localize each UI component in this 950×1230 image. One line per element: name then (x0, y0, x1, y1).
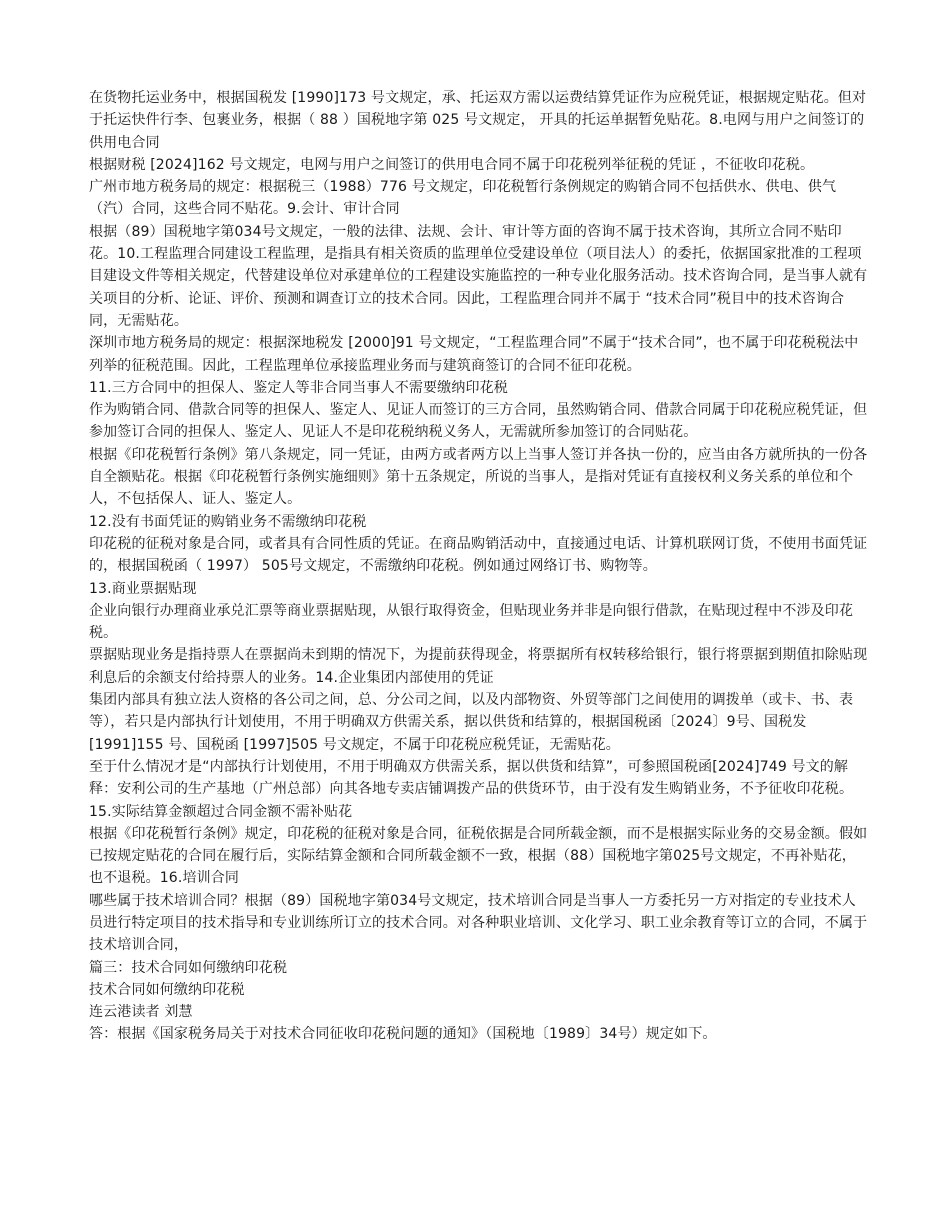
paragraph: 作为购销合同、借款合同等的担保人、鉴定人、见证人而签订的三方合同，虽然购销合同、借款合同属于印花税应税凭证，但参加签订合同的担保人、鉴定人、见证人不是印花税纳税义务人，无需就所参加签订的合同贴花。 (89, 402, 868, 441)
paragraph: 哪些属于技术培训合同？根据（89）国税地字第034号文规定，技术培训合同是当事人一方委托另一方对指定的专业技术人员进行特定项目的技术指导和专业训练所订立的技术合同。对各种职业培训、文化学习、职工业余教育等订立的合同，不属于技术培训合同， (89, 892, 868, 954)
document-body (89, 87, 869, 1046)
section-heading: 13.商业票据贴现 (89, 580, 197, 597)
paragraph: 在货物托运业务中，根据国税发 [1990]173 号文规定，承、托运双方需以运费结算凭证作为应税凭证，根据规定贴花。但对于托运快件行李、包裹业务，根据（ 88 ）国税地字第 025 号文规定， 开具的托运单据暂免贴花。8.电网与用户之间签订的供用电合同 (89, 90, 867, 151)
paragraph: 企业向银行办理商业承兑汇票等商业票据贴现，从银行取得资金，但贴现业务并非是向银行借款，在贴现过程中不涉及印花税。 (89, 602, 854, 642)
paragraph: 印花税的征税对象是合同，或者具有合同性质的凭证。在商品购销活动中，直接通过电话、计算机联网订货，不使用书面凭证的，根据国税函（ 1997） 505号文规定，不需缴纳印花税。例如通过网络订书、购物等。 (89, 535, 868, 575)
paragraph: 深圳市地方税务局的规定：根据深地税发 [2000]91 号文规定，“工程监理合同”不属于“技术合同”，也不属于印花税税法中列举的征税范围。因此，工程监理单位承接监理业务而与建筑商签订的合同不征印花税。 (89, 335, 859, 374)
article-author: 连云港读者 刘慧 (89, 1004, 193, 1021)
paragraph: 答：根据《国家税务局关于对技术合同征收印花税问题的通知》（国税地〔1989〕34号）规定如下。 (89, 1026, 717, 1043)
article-heading: 篇三：技术合同如何缴纳印花税 (89, 959, 288, 976)
paragraph: 票据贴现业务是指持票人在票据尚未到期的情况下，为提前获得现金，将票据所有权转移给银行，银行将票据到期值扣除贴现利息后的余额支付给持票人的业务。14.企业集团内部使用的凭证 (89, 647, 868, 686)
section-heading: 11.三方合同中的担保人、鉴定人等非合同当事人不需要缴纳印花税 (89, 379, 508, 396)
paragraph: 根据财税 [2024]162 号文规定，电网与用户之间签订的供用电合同不属于印花税列举征税的凭证 ，不征收印花税。 (89, 156, 815, 173)
section-heading: 12.没有书面凭证的购销业务不需缴纳印花税 (89, 513, 367, 530)
article-title: 技术合同如何缴纳印花税 (89, 981, 245, 998)
paragraph: 根据（89）国税地字第034号文规定，一般的法律、法规、会计、审计等方面的咨询不属于技术咨询，其所立合同不贴印花。10.工程监理合同建设工程监理，是指具有相关资质的监理单位受建设单位（项目法人）的委托，依据国家批准的工程项目建设文件等相关规定，代替建设单位对承建单位的工程建设实施监控的一种专业化服务活动。技术咨询合同，是当事人就有关项目的分析、论证、评价、预测和调查订立的技术合同。因此，工程监理合同并不属于 “技术合同”税目中的技术咨询合同，无需贴花。 (89, 223, 868, 329)
paragraph: 根据《印花税暂行条例》规定，印花税的征税对象是合同，征税依据是合同所载金额，而不是根据实际业务的交易金额。假如已按规定贴花的合同在履行后，实际结算金额和合同所载金额不一致，根据（88）国税地字第025号文规定，不再补贴花，也不退税。16.培训合同 (89, 825, 868, 887)
paragraph: 集团内部具有独立法人资格的各公司之间，总、分公司之间，以及内部物资、外贸等部门之间使用的调拨单（或卡、书、表等），若只是内部执行计划使用，不用于明确双方供需关系，据以供货和结算的，根据国税函〔2024〕9号、国税发 [1991]155 号、国税函 [1997]505 号文规定，不属于印花税应税凭证，无需贴花。 (89, 692, 854, 753)
paragraph: 广州市地方税务局的规定：根据税三（1988）776 号文规定，印花税暂行条例规定的购销合同不包括供水、供电、供气（汽）合同，这些合同不贴花。9.会计、审计合同 (89, 179, 837, 218)
paragraph: 根据《印花税暂行条例》第八条规定，同一凭证，由两方或者两方以上当事人签订并各执一份的，应当由各方就所执的一份各自全额贴花。根据《印花税暂行条例实施细则》第十五条规定，所说的当事人，是指对凭证有直接权利义务关系的单位和个人，不包括保人、证人、鉴定人。 (89, 446, 868, 508)
paragraph: 至于什么情况才是“内部执行计划使用，不用于明确双方供需关系，据以供货和结算”，可参照国税函[2024]749 号文的解释：安利公司的生产基地（广州总部）向其各地专卖店铺调拨产品的供货环节，由于没有发生购销业务，不予征收印花税。15.实际结算金额超过合同金额不需补贴花 (89, 758, 854, 820)
